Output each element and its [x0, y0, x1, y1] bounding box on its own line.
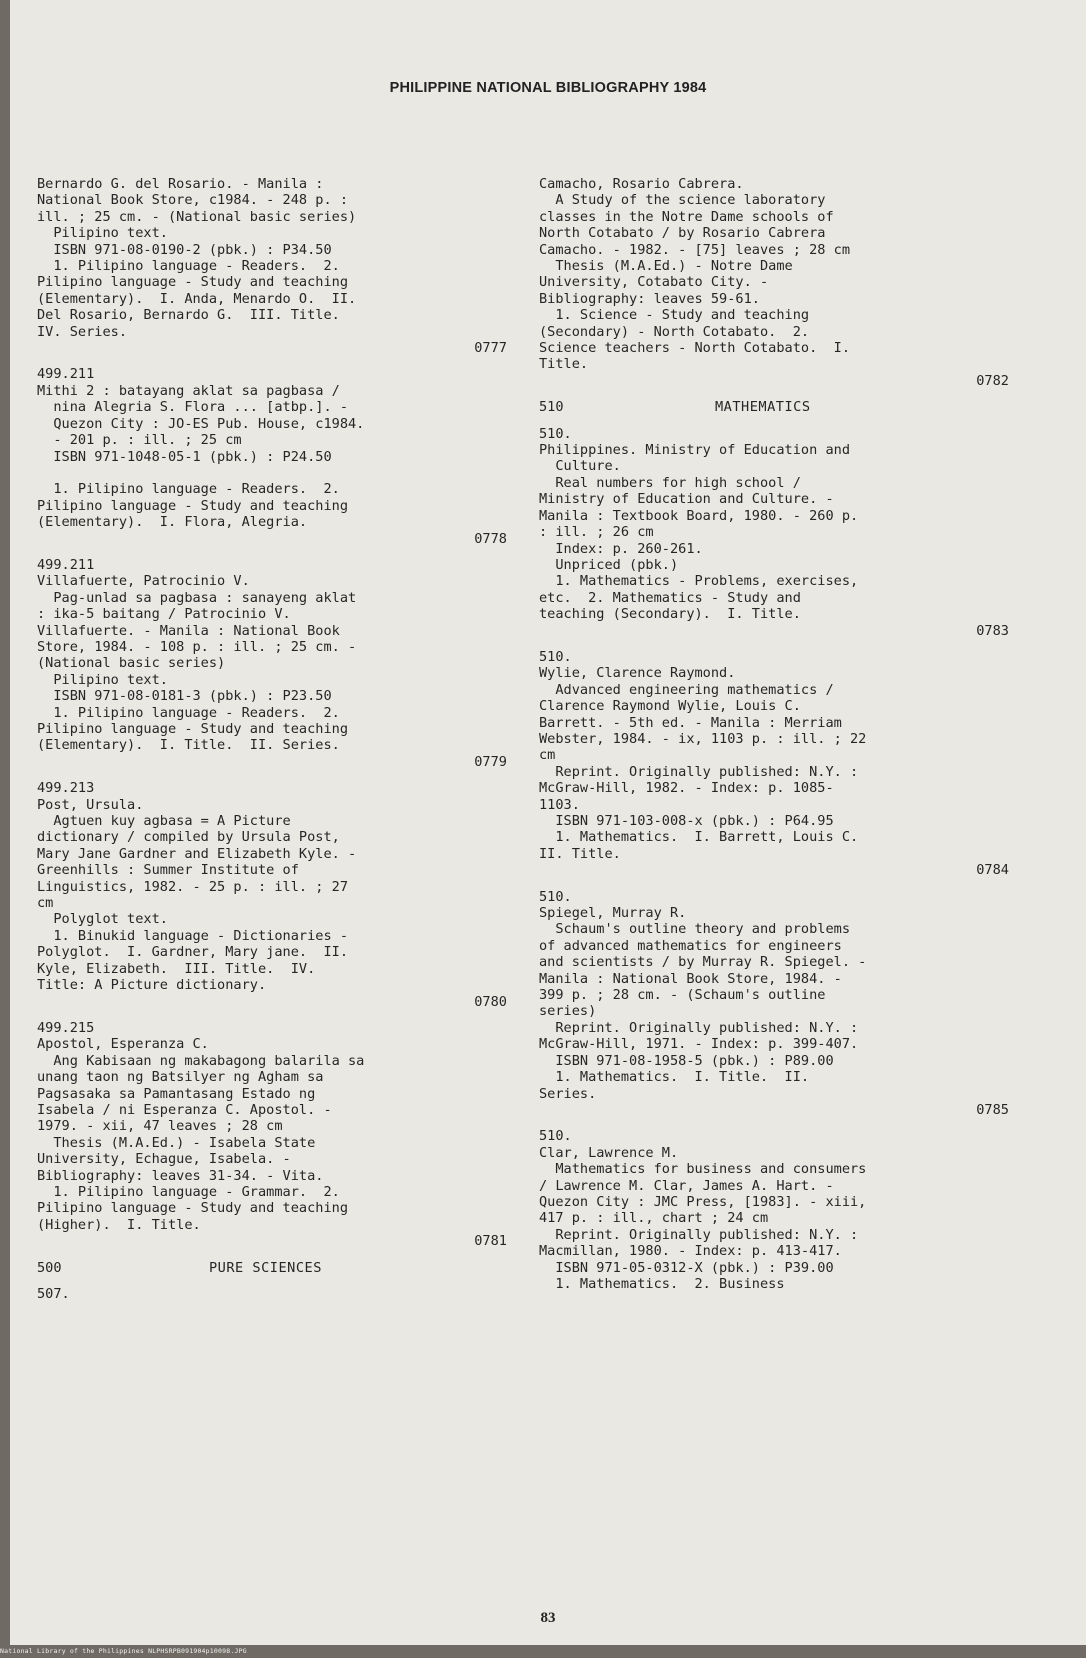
entry-line: Store, 1984. - 108 p. : ill. ; 25 cm. -	[37, 638, 357, 655]
entry-line: ISBN 971-05-0312-X (pbk.) : P39.00	[539, 1259, 834, 1276]
right-column	[539, 176, 1009, 1302]
entry-line: Barrett. - 5th ed. - Manila : Merriam	[539, 714, 842, 731]
entry-line: - 201 p. : ill. ; 25 cm	[37, 432, 242, 449]
catalog-entry	[37, 1020, 507, 1250]
entry-line: Reprint. Originally published: N.Y. :	[539, 1019, 859, 1036]
entry-line: Ministry of Education and Culture. -	[539, 491, 834, 508]
entry-line: dictionary / compiled by Ursula Post,	[37, 829, 340, 846]
entry-line: ISBN 971-08-0190-2 (pbk.) : P34.50	[37, 241, 332, 258]
entry-line	[37, 465, 507, 481]
entry-line: Wylie, Clarence Raymond.	[539, 665, 736, 682]
entry-line: 1. Pilipino language - Grammar. 2.	[37, 1183, 340, 1200]
entry-line: 499.211	[37, 366, 95, 383]
entry-line: Macmillan, 1980. - Index: p. 413-417.	[539, 1243, 842, 1260]
entry-line: 1. Mathematics - Problems, exercises,	[539, 573, 859, 590]
entry-line: Pilipino language - Study and teaching	[37, 721, 348, 737]
entry-line: Ang Kabisaan ng makabagong balarila sa	[37, 1052, 365, 1069]
entry-line: 1. Binukid language - Dictionaries -	[37, 927, 348, 944]
entry-line: 1103.	[539, 796, 580, 813]
entry-line: nina Alegria S. Flora ... [atbp.]. -	[37, 399, 348, 416]
entry-number: 0784	[976, 862, 1009, 879]
entry-line: Reprint. Originally published: N.Y. :	[539, 1226, 859, 1243]
section-title: MATHEMATICS	[715, 399, 811, 416]
catalog-entry	[37, 780, 507, 1010]
entry-line: Thesis (M.A.Ed.) - Notre Dame	[539, 258, 793, 275]
entry-line: / Lawrence M. Clar, James A. Hart. -	[539, 1177, 834, 1194]
entry-line: Polyglot. I. Gardner, Mary jane. II.	[37, 944, 348, 961]
footer-credit: National Library of the Philippines NLPHSRPB091904p10098.JPG	[0, 1647, 247, 1655]
entry-line: Thesis (M.A.Ed.) - Isabela State	[37, 1134, 316, 1151]
entry-number: 0780	[474, 993, 507, 1010]
entry-line: Quezon City : JMC Press, [1983]. - xiii,	[539, 1193, 867, 1210]
entry-line: Index: p. 260-261.	[539, 540, 703, 557]
entry-line: Reprint. Originally published: N.Y. :	[539, 763, 859, 780]
entry-line: Quezon City : JO-ES Pub. House, c1984.	[37, 415, 365, 432]
entry-line: Pag-unlad sa pagbasa : sanayeng aklat	[37, 589, 357, 606]
catalog-entry	[539, 649, 1009, 879]
entry-number: 0783	[976, 622, 1009, 639]
entry-line: Bibliography: leaves 59-61.	[539, 290, 760, 307]
entry-line: II. Title.	[539, 845, 621, 862]
entry-line: 1. Mathematics. I. Title. II.	[539, 1069, 810, 1086]
entry-line: Clar, Lawrence M.	[539, 1144, 679, 1161]
entry-line: : ika-5 baitang / Patrocinio V.	[37, 606, 291, 623]
section-heading	[37, 1260, 507, 1276]
entry-line: 510.	[539, 648, 572, 665]
entry-number: 0785	[976, 1101, 1009, 1118]
entry-line: Bibliography: leaves 31-34. - Vita.	[37, 1167, 324, 1184]
entry-line: Agtuen kuy agbasa = A Picture	[37, 813, 291, 830]
entry-number: 0781	[474, 1233, 507, 1250]
entry-line: teaching (Secondary). I. Title.	[539, 606, 801, 623]
entry-line: 499.213	[37, 780, 95, 797]
entry-number: 0782	[976, 372, 1009, 389]
catalog-entry	[539, 426, 1009, 639]
entry-line: Greenhills : Summer Institute of	[37, 862, 299, 879]
section-code: 510	[539, 399, 564, 416]
entry-line: Villafuerte, Patrocinio V.	[37, 573, 250, 590]
entry-line: (Elementary). I. Title. II. Series.	[37, 737, 340, 754]
catalog-entry	[37, 176, 507, 356]
entry-line: Philippines. Ministry of Education and	[539, 442, 850, 459]
entry-line: McGraw-Hill, 1982. - Index: p. 1085-	[539, 780, 834, 797]
entry-line: (Elementary). I. Flora, Alegria.	[37, 514, 308, 531]
catalog-entry	[539, 176, 1009, 389]
entry-line: 1. Pilipino language - Readers. 2.	[37, 704, 340, 721]
entry-line: 499.215	[37, 1019, 95, 1036]
entry-line: Unpriced (pbk.)	[539, 556, 679, 573]
entry-line: Title: A Picture dictionary.	[37, 977, 267, 994]
entry-line: Mithi 2 : batayang aklat sa pagbasa /	[37, 382, 340, 399]
entry-line: McGraw-Hill, 1971. - Index: p. 399-407.	[539, 1036, 859, 1053]
entry-line: Pilipino language - Study and teaching	[37, 497, 348, 514]
entry-line: and scientists / by Murray R. Spiegel. -	[539, 954, 867, 971]
page-header: PHILIPPINE NATIONAL BIBLIOGRAPHY 1984	[389, 80, 707, 96]
entry-line: Bernardo G. del Rosario. - Manila :	[37, 176, 324, 192]
section-heading	[539, 399, 1009, 415]
entry-line: series)	[539, 1003, 597, 1020]
entry-line: classes in the Notre Dame schools of	[539, 208, 834, 225]
entry-number: 0779	[474, 753, 507, 770]
section-title: PURE SCIENCES	[209, 1259, 322, 1276]
entry-line: 510.	[539, 425, 572, 442]
entry-line: 417 p. : ill., chart ; 24 cm	[539, 1210, 769, 1227]
entry-line: Pilipino language - Study and teaching	[37, 274, 348, 291]
entry-line: 1. Pilipino language - Readers. 2.	[37, 481, 340, 498]
catalog-entry	[37, 557, 507, 770]
entry-line: Title.	[539, 356, 589, 373]
entry-line: 1. Mathematics. I. Barrett, Louis C.	[539, 829, 859, 846]
entry-line: of advanced mathematics for engineers	[539, 937, 842, 954]
entry-line: ill. ; 25 cm. - (National basic series)	[37, 208, 357, 225]
entry-line: University, Echague, Isabela. -	[37, 1151, 291, 1168]
entry-line: 399 p. ; 28 cm. - (Schaum's outline	[539, 987, 826, 1004]
entry-line: Advanced engineering mathematics /	[539, 681, 834, 698]
entry-line: Science teachers - North Cotabato. I.	[539, 340, 850, 357]
entry-line: Culture.	[539, 458, 621, 475]
page-number: 83	[540, 1610, 556, 1626]
entry-number: 0778	[474, 530, 507, 547]
entry-line: : ill. ; 26 cm	[539, 524, 654, 541]
entry-line: Webster, 1984. - ix, 1103 p. : ill. ; 22	[539, 730, 867, 747]
entry-line: Mary Jane Gardner and Elizabeth Kyle. -	[37, 845, 357, 862]
catalog-entry	[539, 1128, 1009, 1292]
entry-line: Del Rosario, Bernardo G. III. Title.	[37, 307, 340, 324]
entry-line: University, Cotabato City. -	[539, 274, 769, 291]
entry-line: unang taon ng Batsilyer ng Agham sa	[37, 1069, 324, 1086]
entry-line: Villafuerte. - Manila : National Book	[37, 622, 340, 639]
entry-line: ISBN 971-1048-05-1 (pbk.) : P24.50	[37, 448, 332, 465]
entry-line: Series.	[539, 1085, 597, 1102]
entry-line: Clarence Raymond Wylie, Louis C.	[539, 698, 801, 715]
entry-line: Post, Ursula.	[37, 796, 144, 813]
entry-line: 1. Science - Study and teaching	[539, 307, 810, 324]
section-code: 500	[37, 1259, 62, 1276]
entry-line: (Higher). I. Title.	[37, 1216, 201, 1233]
entry-line: cm	[539, 747, 556, 764]
entry-line: ISBN 971-103-008-x (pbk.) : P64.95	[539, 813, 834, 830]
entry-line: National Book Store, c1984. - 248 p. :	[37, 192, 348, 209]
entry-line: Manila : National Book Store, 1984. -	[539, 970, 842, 987]
entry-line: Apostol, Esperanza C.	[37, 1036, 209, 1053]
entry-line: 510.	[539, 1128, 572, 1145]
entry-line: (Elementary). I. Anda, Menardo O. II.	[37, 290, 357, 307]
entry-line: Isabela / ni Esperanza C. Apostol. -	[37, 1101, 332, 1118]
entry-line: Spiegel, Murray R.	[539, 905, 687, 922]
entry-line: IV. Series.	[37, 323, 128, 340]
entry-line: (National basic series)	[37, 655, 226, 672]
entry-line: 1979. - xii, 47 leaves ; 28 cm	[37, 1118, 283, 1135]
entry-line: 499.211	[37, 556, 95, 573]
entry-line: Camacho, Rosario Cabrera.	[539, 176, 744, 192]
entry-line: Pilipino text.	[37, 225, 168, 242]
entry-line: Mathematics for business and consumers	[539, 1161, 867, 1178]
entry-line: ISBN 971-08-1958-5 (pbk.) : P89.00	[539, 1052, 834, 1069]
entry-line: 510.	[539, 888, 572, 905]
entry-line: Schaum's outline theory and problems	[539, 921, 850, 938]
catalog-entry	[37, 366, 507, 546]
entry-line: ISBN 971-08-0181-3 (pbk.) : P23.50	[37, 688, 332, 705]
entry-line: 1. Mathematics. 2. Business	[539, 1275, 785, 1292]
catalog-entry	[539, 889, 1009, 1119]
entry-line: A Study of the science laboratory	[539, 192, 826, 209]
entry-line: etc. 2. Mathematics - Study and	[539, 589, 801, 606]
entry-line: cm	[37, 895, 54, 912]
entry-line: Pilipino language - Study and teaching	[37, 1200, 348, 1217]
entry-line: Kyle, Elizabeth. III. Title. IV.	[37, 960, 316, 977]
bibliography-page	[10, 0, 1086, 1645]
entry-line: 507.	[37, 1285, 70, 1302]
entry-number: 0777	[474, 340, 507, 357]
entry-line: 1. Pilipino language - Readers. 2.	[37, 258, 340, 275]
entry-line: Camacho. - 1982. - [75] leaves ; 28 cm	[539, 241, 850, 258]
entry-line: North Cotabato / by Rosario Cabrera	[539, 225, 826, 242]
entry-line: Linguistics, 1982. - 25 p. : ill. ; 27	[37, 878, 348, 895]
entry-line: Pilipino text.	[37, 671, 168, 688]
entry-line: Real numbers for high school /	[539, 474, 801, 491]
entry-line: Pagsasaka sa Pamantasang Estado ng	[37, 1085, 316, 1102]
entry-line: (Secondary) - North Cotabato. 2.	[539, 323, 810, 340]
entry-line: Manila : Textbook Board, 1980. - 260 p.	[539, 507, 859, 524]
left-column	[37, 176, 507, 1302]
entry-line: Polyglot text.	[37, 911, 168, 928]
